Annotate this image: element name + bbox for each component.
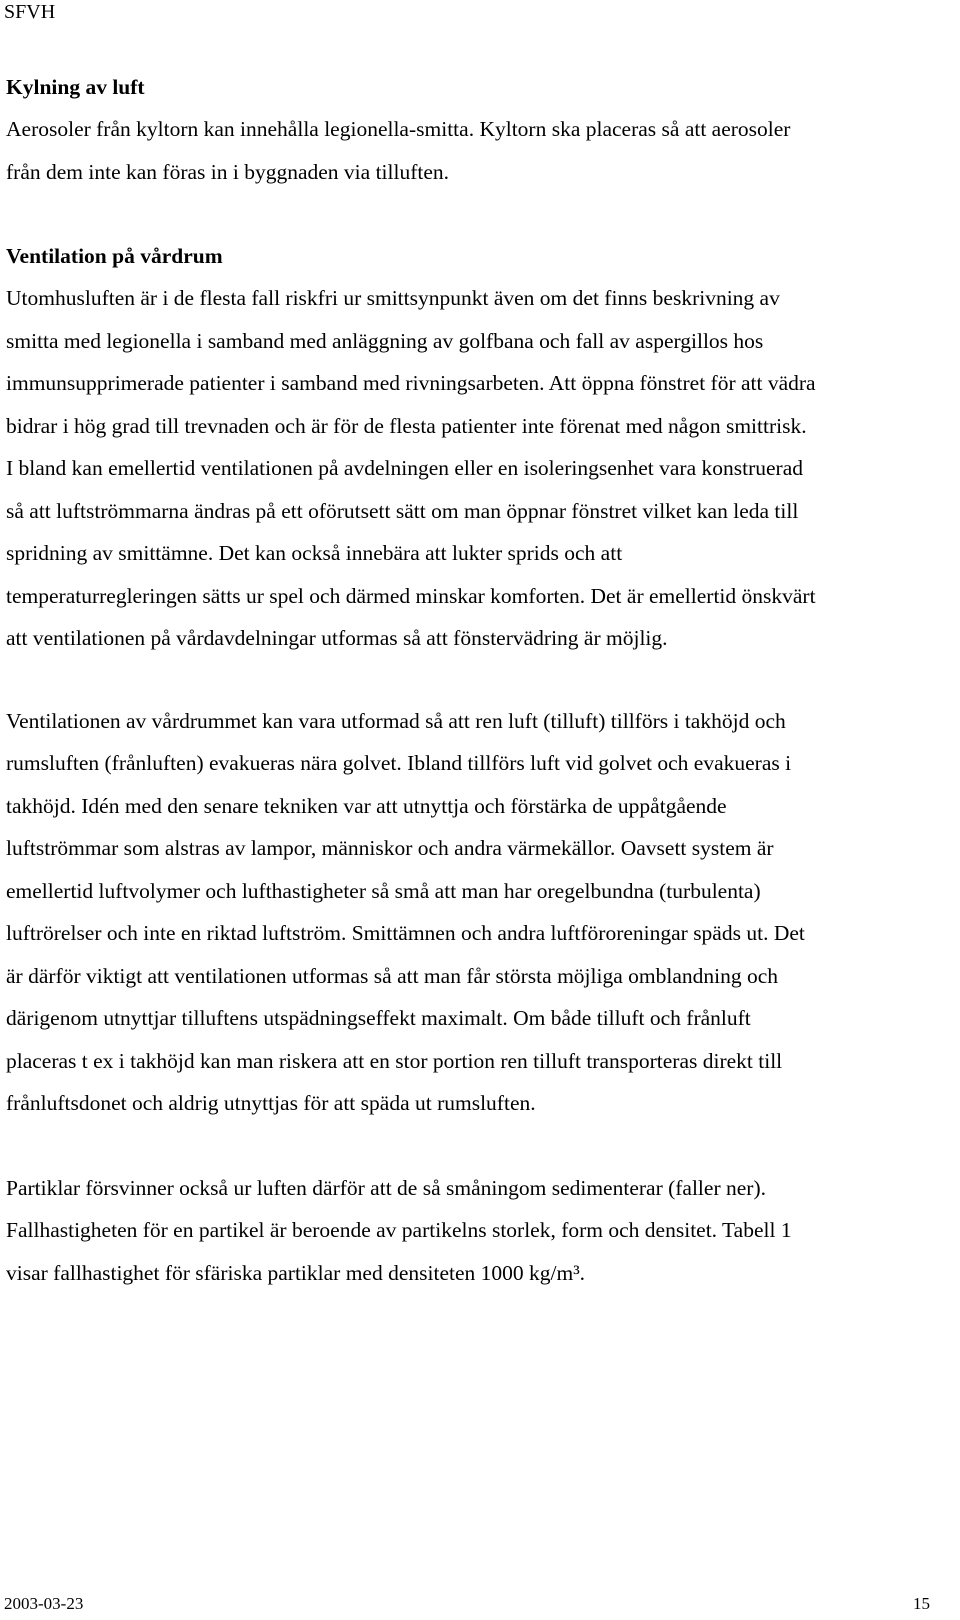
text-line: Partiklar försvinner också ur luften därför att de så småningom sedimenterar (faller ner). — [6, 1175, 766, 1200]
text-line: takhöjd. Idén med den senare tekniken var att utnyttja och förstärka de uppåtgående — [6, 793, 727, 818]
page-header: SFVH — [4, 1, 56, 23]
text-line: visar fallhastighet för sfäriska partiklar med densiteten 1000 kg/m³. — [6, 1260, 586, 1285]
paragraph-ventilation — [6, 277, 936, 660]
text-line: att ventilationen på vårdavdelningar utformas så att fönstervädring är möjlig. — [6, 626, 668, 650]
text-line: Ventilationen av vårdrummet kan vara utformad så att ren luft (tilluft) tillförs i takhöjd och — [6, 708, 786, 733]
text-line: rumsluften (frånluften) evakueras nära golvet. Ibland tillförs luft vid golvet och evakueras i — [6, 751, 792, 775]
footer-date: 2003-03-23 — [4, 1594, 84, 1613]
text-line: bidrar i hög grad till trevnaden och är för de flesta patienter inte förenat med någon smittrisk. — [6, 413, 807, 438]
text-line: I bland kan emellertid ventilationen på avdelningen eller en isoleringsenhet vara konstruerad — [6, 456, 804, 480]
text-line: emellertid luftvolymer och lufthastigheter så små att man har oregelbundna (turbulenta) — [6, 878, 761, 903]
text-line: Fallhastigheten för en partikel är beroende av partikelns storlek, form och densitet. Tabell 1 — [6, 1218, 792, 1242]
text-line: frånluftsdonet och aldrig utnyttjas för att späda ut rumsluften. — [6, 1091, 536, 1115]
text-line: spridning av smittämne. Det kan också innebära att lukter sprids och att — [6, 541, 623, 565]
text-line: luftrörelser och inte en riktad luftström. Smittämnen och andra luftföroreningar späds ut. Det — [6, 921, 805, 945]
page-number: 15 — [913, 1594, 930, 1613]
text-line: är därför viktigt att ventilationen utformas så att man får största möjliga omblandning och — [6, 963, 779, 988]
text-line: luftströmmar som alstras av lampor, människor och andra värmekällor. Oavsett system är — [6, 836, 774, 860]
section-heading-kylning: Kylning av luft — [6, 75, 145, 99]
text-line: placeras t ex i takhöjd kan man riskera att en stor portion ren tilluft transporteras direkt till — [6, 1048, 783, 1073]
text-line: temperaturregleringen sätts ur spel och därmed minskar komforten. Det är emellertid önskvärt — [6, 583, 816, 608]
text-line: Utomhusluften är i de flesta fall riskfri ur smittsynpunkt även om det finns beskrivning av — [6, 286, 780, 310]
text-line: så att luftströmmarna ändras på ett oförutsett sätt om man öppnar fönstret vilket kan leda till — [6, 498, 799, 523]
document-body — [6, 66, 936, 1294]
text-line: därigenom utnyttjar tilluftens utspädningseffekt maximalt. Om både tilluft och frånluft — [6, 1006, 751, 1030]
paragraph-kylning — [6, 108, 936, 193]
paragraph-vardrum-ventilation — [6, 700, 936, 1125]
text-line: Aerosoler från kyltorn kan innehålla legionella-smitta. Kyltorn ska placeras så att aerosoler — [6, 117, 791, 141]
paragraph-partiklar — [6, 1167, 936, 1295]
text-line: från dem inte kan föras in i byggnaden via tilluften. — [6, 159, 450, 184]
text-line: immunsupprimerade patienter i samband med rivningsarbeten. Att öppna fönstret för att vädra — [6, 371, 816, 395]
section-heading-ventilation: Ventilation på vårdrum — [6, 244, 223, 268]
text-line: smitta med legionella i samband med anläggning av golfbana och fall av aspergillos hos — [6, 328, 764, 353]
